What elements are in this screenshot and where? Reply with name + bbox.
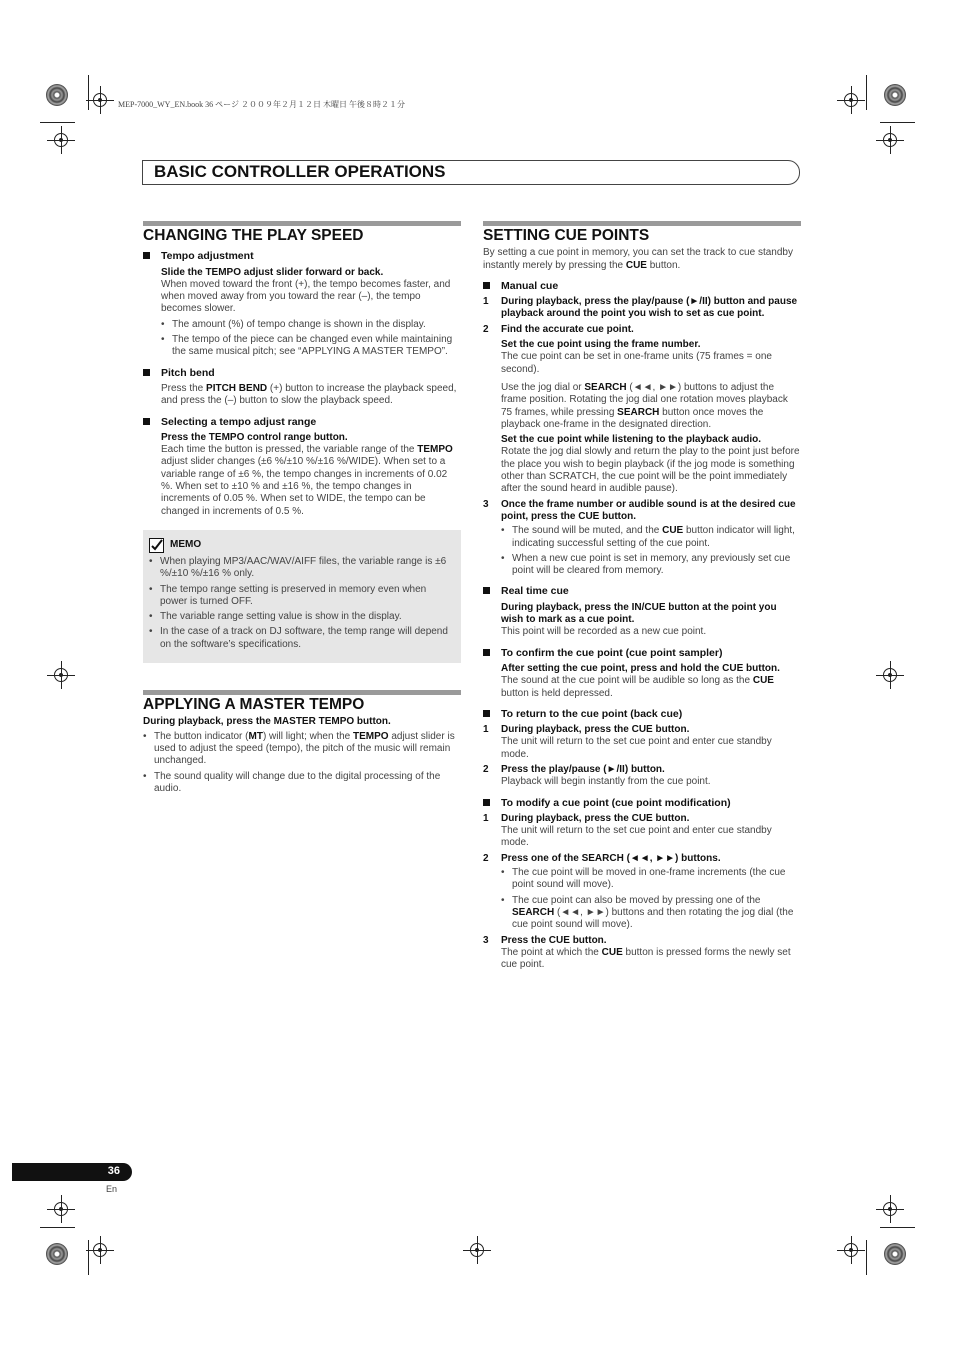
memo-box [143,530,461,663]
master-tempo-title: APPLYING A MASTER TEMPO [143,696,365,714]
paragraph: The sound at the cue point will be audible so long as the CUE button is held depressed. [501,675,774,699]
paragraph: By setting a cue point in memory, you can set the track to cue standby instantly merely by pressing the CUE button. [483,247,793,271]
paragraph: Use the jog dial or SEARCH (◄◄, ►►) buttons to adjust the frame position. Rotating the jog dial one rotation moves playback 75 frames, while pressing SEARCH button once moves the playback one-frame in the designated direction. [501,381,788,430]
crosshair-icon [876,661,904,689]
paragraph: Each time the button is pressed, the variable range of the TEMPO adjust slider changes (±6 %/±10 %/±16 %/WIDE). When set to a variable range of ±6 %, the tempo changes in increments of 0.02 %. When set to ±10 % and ±16 %, the tempo changes in increments of 0.05 %. When set to WIDE, the tempo can be changed in increments of 0.5 %. [161,444,453,517]
page-number: 36 [107,1165,120,1177]
trim-mark [88,75,89,110]
instruction: During playback, press the MASTER TEMPO button. [143,716,391,728]
trim-mark [88,1240,89,1275]
crosshair-icon [47,661,75,689]
play-speed-title: CHANGING THE PLAY SPEED [143,227,364,244]
bullet-item: • The sound will be muted, and the CUE button indicator will light, indicating successful setting of the cue point. [501,525,801,550]
sub-instruction: Set the cue point while listening to the playback audio. [501,434,762,446]
instruction: After setting the cue point, press and hold the CUE button. [501,662,780,674]
instruction: Slide the TEMPO adjust slider forward or back. [161,266,384,278]
step-item: 2 Press one of the SEARCH (◄◄, ►►) buttons. [483,852,721,864]
confirm-cue-heading: To confirm the cue point (cue point sampler) [483,647,801,659]
bullet-item: • The cue point will be moved in one-frame increments (the cue point sound will move). [501,867,801,892]
manual-cue-heading: Manual cue [483,280,801,292]
crosshair-icon [47,1195,75,1223]
trim-mark [40,122,75,123]
section-title: BASIC CONTROLLER OPERATIONS [154,162,446,181]
step-item: 2 Find the accurate cue point. [483,323,634,335]
registration-disc-icon [884,84,906,106]
trim-mark [880,1227,915,1228]
bullet-item: • The tempo of the piece can be changed even while maintaining the same musical pitch; see “APPLYING A MASTER TEMPO”. [161,334,461,359]
step-item: 1 During playback, press the play/pause (►/II) button and pause playback around the point you wish to set as cue point. [483,296,798,320]
trim-mark [880,122,915,123]
instruction: Press the TEMPO control range button. [161,431,348,443]
crosshair-icon [837,86,865,114]
paragraph: Playback will begin instantly from the cue point. [501,776,711,788]
cue-points-title: SETTING CUE POINTS [483,227,650,244]
registration-disc-icon [46,1243,68,1265]
memo-bullet: • In the case of a track on DJ software, the temp range will depend on the software’s specifications. [149,626,455,651]
step-item: 3 Press the CUE button. [483,934,607,946]
bullet-item: • The cue point can also be moved by pressing one of the SEARCH (◄◄, ►►) buttons and then rotating the jog dial (the cue point sound will move). [501,895,801,932]
modify-cue-heading: To modify a cue point (cue point modification) [483,797,801,809]
paragraph: The unit will return to the set cue point and enter cue standby mode. [501,825,772,849]
memo-bullet: • The variable range setting value is show in the display. [149,611,455,623]
right-column [483,221,801,974]
back-cue-heading: To return to the cue point (back cue) [483,708,801,720]
crosshair-icon [876,126,904,154]
bullet-item: • The button indicator (MT) will light; when the TEMPO adjust slider is used to adjust the speed (tempo), the pitch of the music will remain unchanged. [143,731,461,768]
step-item: 3 Once the frame number or audible sound is at the desired cue point, press the CUE button. [483,498,796,522]
crosshair-icon [876,1195,904,1223]
crosshair-icon [86,86,114,114]
memo-bullet: • When playing MP3/AAC/WAV/AIFF files, the variable range is ±6 %/±10 %/±16 % only. [149,556,455,581]
crosshair-icon [463,1236,491,1264]
print-header-line: MEP-7000_WY_EN.book 36 ページ ２００９年２月１２日 木曜日 午後８時２１分 [118,100,405,109]
registration-disc-icon [46,84,68,106]
instruction: During playback, press the IN/CUE button at the point you wish to mark as a cue point. [501,601,777,626]
paragraph: The point at which the CUE button is pressed forms the newly set cue point. [501,946,791,971]
crosshair-icon [47,126,75,154]
step-item: 2 Press the play/pause (►/II) button. [483,763,665,775]
sub-instruction: Set the cue point using the frame number. [501,339,701,351]
crosshair-icon [86,1236,114,1264]
paragraph: Rotate the jog dial slowly and return the play to the point just before the place you wish to begin playback (if the jog mode is something other than SCRATCH, the cue point will be the point immediately after the sound heard in audible pause). [501,446,800,495]
real-time-cue-heading: Real time cue [483,585,801,597]
step-item: 1 During playback, press the CUE button. [483,724,690,736]
section-rule [143,221,461,226]
section-rule [143,690,461,695]
paragraph: The unit will return to the set cue point and enter cue standby mode. [501,736,772,760]
step-item: 1 During playback, press the CUE button. [483,812,690,824]
paragraph: When moved toward the front (+), the tempo becomes faster, and when moved away from you toward the rear (–), the tempo becomes slower. [161,278,451,315]
crosshair-icon [837,1236,865,1264]
memo-check-icon [149,538,164,553]
memo-label: MEMO [170,539,202,551]
bullet-item: • The amount (%) of tempo change is shown in the display. [161,319,461,331]
bullet-item: • When a new cue point is set in memory, any previously set cue point will be cleared from memory. [501,553,801,578]
language-code: En [106,1184,118,1194]
registration-disc-icon [884,1243,906,1265]
section-title-bar [142,160,800,185]
section-rule [483,221,801,226]
left-column [143,221,461,798]
bullet-item: • The sound quality will change due to the digital processing of the audio. [143,771,461,796]
tempo-adjustment-heading: Tempo adjustment [143,250,461,262]
trim-mark [866,1240,867,1275]
tempo-range-heading: Selecting a tempo adjust range [143,416,461,428]
paragraph: The cue point can be set in one-frame units (75 frames = one second). [501,351,772,375]
memo-bullet: • The tempo range setting is preserved in memory even when power is turned OFF. [149,584,455,609]
trim-mark [866,75,867,110]
page-number-badge [12,1163,132,1181]
pitch-bend-heading: Pitch bend [143,367,461,379]
paragraph: Press the PITCH BEND (+) button to increase the playback speed, and press the (–) button to slow the playback speed. [161,382,457,407]
paragraph: This point will be recorded as a new cue point. [501,626,707,638]
trim-mark [40,1227,75,1228]
